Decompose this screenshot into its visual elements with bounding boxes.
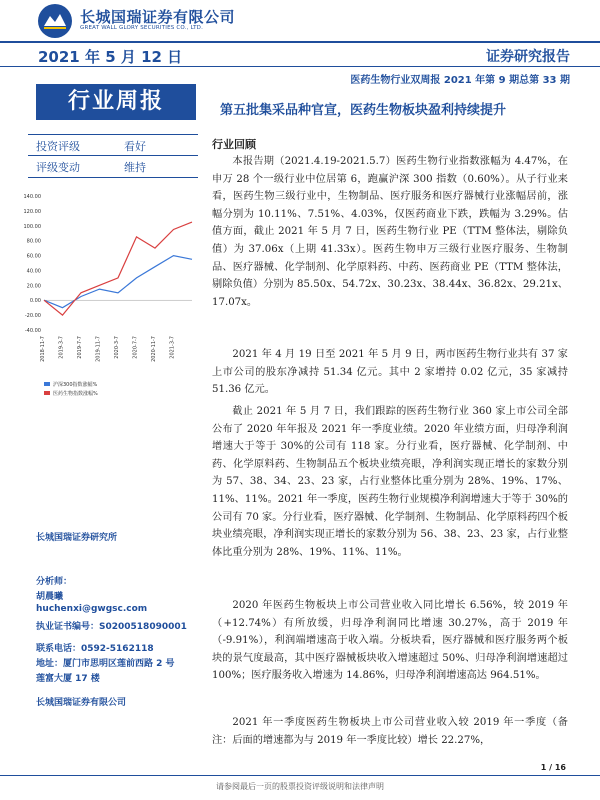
issue-line: 医药生物行业双周报 2021 年第 9 期总第 33 期 [350, 75, 570, 86]
index-chart-svg [14, 190, 200, 415]
report-date: 2021 年 5 月 12 日 [38, 48, 183, 66]
header-divider-thin [0, 66, 600, 67]
y-tick-label: 140.00 [23, 194, 41, 200]
analyst-cert: 执业证书编号：S0200518090001 [36, 622, 187, 632]
page-number: 1 / 16 [540, 763, 566, 772]
legend-label: 沪深300指数涨幅% [53, 382, 98, 388]
footer-disclaimer: 请参阅最后一页的股票投资评级说明和法律声明 [216, 782, 384, 791]
company-logo [38, 4, 72, 38]
paragraph-5: 2021 年一季度医药生物板块上市公司营业收入较 2019 年一季度（备注：后面的增速都为与 2019 年一季度比较）增长 22.27%， [212, 717, 568, 746]
x-tick-label: 2019-7-7 [77, 336, 83, 359]
analyst-email[interactable]: huchenxi@gwgsc.com [36, 604, 148, 614]
paragraph-3: 截止 2021 年 5 月 7 日，我们跟踪的医药生物行业 360 家上市公司全部公布了 2020 年年报及 2021 年一季度业绩。2020 年业绩方面，归母净利润增速大于等于 30%的公司有 118 家。分行业看，医疗器械、化学制剂、中药、化学原料药、生物制品五个板块业绩亮眼，净利润实现正增长的家数分别为 57、38、34、23、23 家，占行业整体比重分别为 28%、19%、17%、11%、11%。2021 年一季度，医药生物行业规模净利润增速大于等于 30%的公司有 70 家。分行业看，医疗器械、化学制剂、生物制品、化学原料药四个板块业绩亮眼，净利润实现正增长的家数分别为 56、38、23、23 家，占行业整体比重分别为 28%、19%、11%、11%。 [212, 406, 568, 558]
rating-divider [28, 155, 198, 156]
paragraph-2: 2021 年 4 月 19 日至 2021 年 5 月 9 日，两市医药生物行业共有 37 家上市公司的股东净减持 51.34 亿元。其中 2 家增持 0.02 亿元，35 家减持 51.36 亿元。 [212, 349, 568, 396]
section-heading: 行业回顾 [212, 138, 256, 151]
paragraph-1: 本报告期（2021.4.19-2021.5.7）医药生物行业指数涨幅为 4.47%，在申万 28 个一级行业中位居第 6，跑赢沪深 300 指数（0.60%）。从子行业来看，医药生物三级行业中，生物制品、医疗服务和医疗器械行业涨幅居前，涨幅分别为 10.11%、7.51%、4.03%，仅医药商业下跌，跌幅为 3.29%。估值方面，截止 2021 年 5 月 7 日，医药生物行业 PE（TTM 整体法，剔除负值）为 37.06x（上期 41.33x）。医药生物申万三级行业医疗服务、生物制品、医疗器械、化学制剂、化学原料药、中药、医药商业 PE（TTM 整体法，剔除负值）分别为 85.50x、54.72x、30.23x、38.44x、36.82x、29.21x、17.07x。 [212, 156, 568, 308]
y-tick-label: 80.00 [26, 238, 41, 245]
research-institute: 长城国瑞证券研究所 [36, 533, 118, 543]
series-line-1 [44, 256, 192, 308]
header-divider [0, 41, 600, 43]
y-tick-label: -20.00 [24, 313, 41, 320]
rating-label: 投资评级 [36, 140, 80, 153]
legend-swatch [44, 391, 50, 395]
y-tick-label: 40.00 [26, 268, 41, 275]
rating-value: 看好 [124, 140, 146, 153]
series-line-2 [44, 222, 192, 315]
page-title: 第五批集采品种官宣，医药生物板块盈利持续提升 [220, 103, 507, 118]
legend-label: 医药生物指数涨幅% [53, 391, 98, 397]
rating-change-label: 评级变动 [36, 161, 80, 174]
analyst-label: 分析师： [36, 577, 73, 587]
company-name-en: GREAT WALL GLORY SECURITIES CO., LTD. [80, 25, 204, 31]
index-chart [14, 190, 200, 415]
contact-address-2: 莲富大厦 17 楼 [36, 674, 100, 684]
weekly-badge: 行业周报 [36, 84, 196, 120]
report-type: 证券研究报告 [486, 49, 570, 65]
y-tick-label: 100.00 [23, 223, 41, 230]
x-tick-label: 2020-3-7 [114, 336, 120, 359]
rating-change-value: 维持 [124, 161, 146, 174]
x-tick-label: 2019-3-7 [58, 336, 65, 359]
y-tick-label: 20.00 [26, 283, 41, 290]
y-tick-label: 0.00 [29, 298, 41, 305]
sidebar-company: 长城国瑞证券有限公司 [36, 698, 127, 708]
y-tick-label: -40.00 [24, 328, 41, 334]
logo-icon [38, 4, 72, 38]
company-name-cn: 长城国瑞证券有限公司 [80, 8, 236, 26]
y-tick-label: 60.00 [26, 253, 41, 260]
x-tick-label: 2018-11-7 [40, 336, 46, 362]
rating-divider [28, 134, 198, 135]
footer-divider [0, 775, 600, 776]
x-tick-label: 2020-11-7 [151, 336, 157, 362]
y-tick-label: 120.00 [23, 208, 41, 215]
x-tick-label: 2020-7-7 [132, 336, 139, 359]
x-tick-label: 2021-3-7 [169, 336, 176, 359]
x-tick-label: 2019-11-7 [95, 336, 102, 362]
paragraph-4: 2020 年医药生物板块上市公司营业收入同比增长 6.56%，较 2019 年（+12.74%）有所放缓，归母净利润同比增速 30.27%，高于 2019 年（-9.91%），利润端增速高于收入端。分板块看，医疗器械和医疗服务两个板块的景气度最高，其中医疗器械板块收入增速超过 50%、归母净利润增速超过 100%；医疗服务收入增速为 14.86%，归母净利润增速高达 964.51%。 [212, 600, 568, 682]
contact-phone: 联系电话：0592-5162118 [36, 644, 154, 654]
analyst-name: 胡晨曦 [36, 592, 64, 602]
rating-divider [28, 177, 198, 178]
contact-address: 地址：厦门市思明区莲前西路 2 号 [36, 659, 175, 669]
legend-swatch [44, 382, 50, 386]
